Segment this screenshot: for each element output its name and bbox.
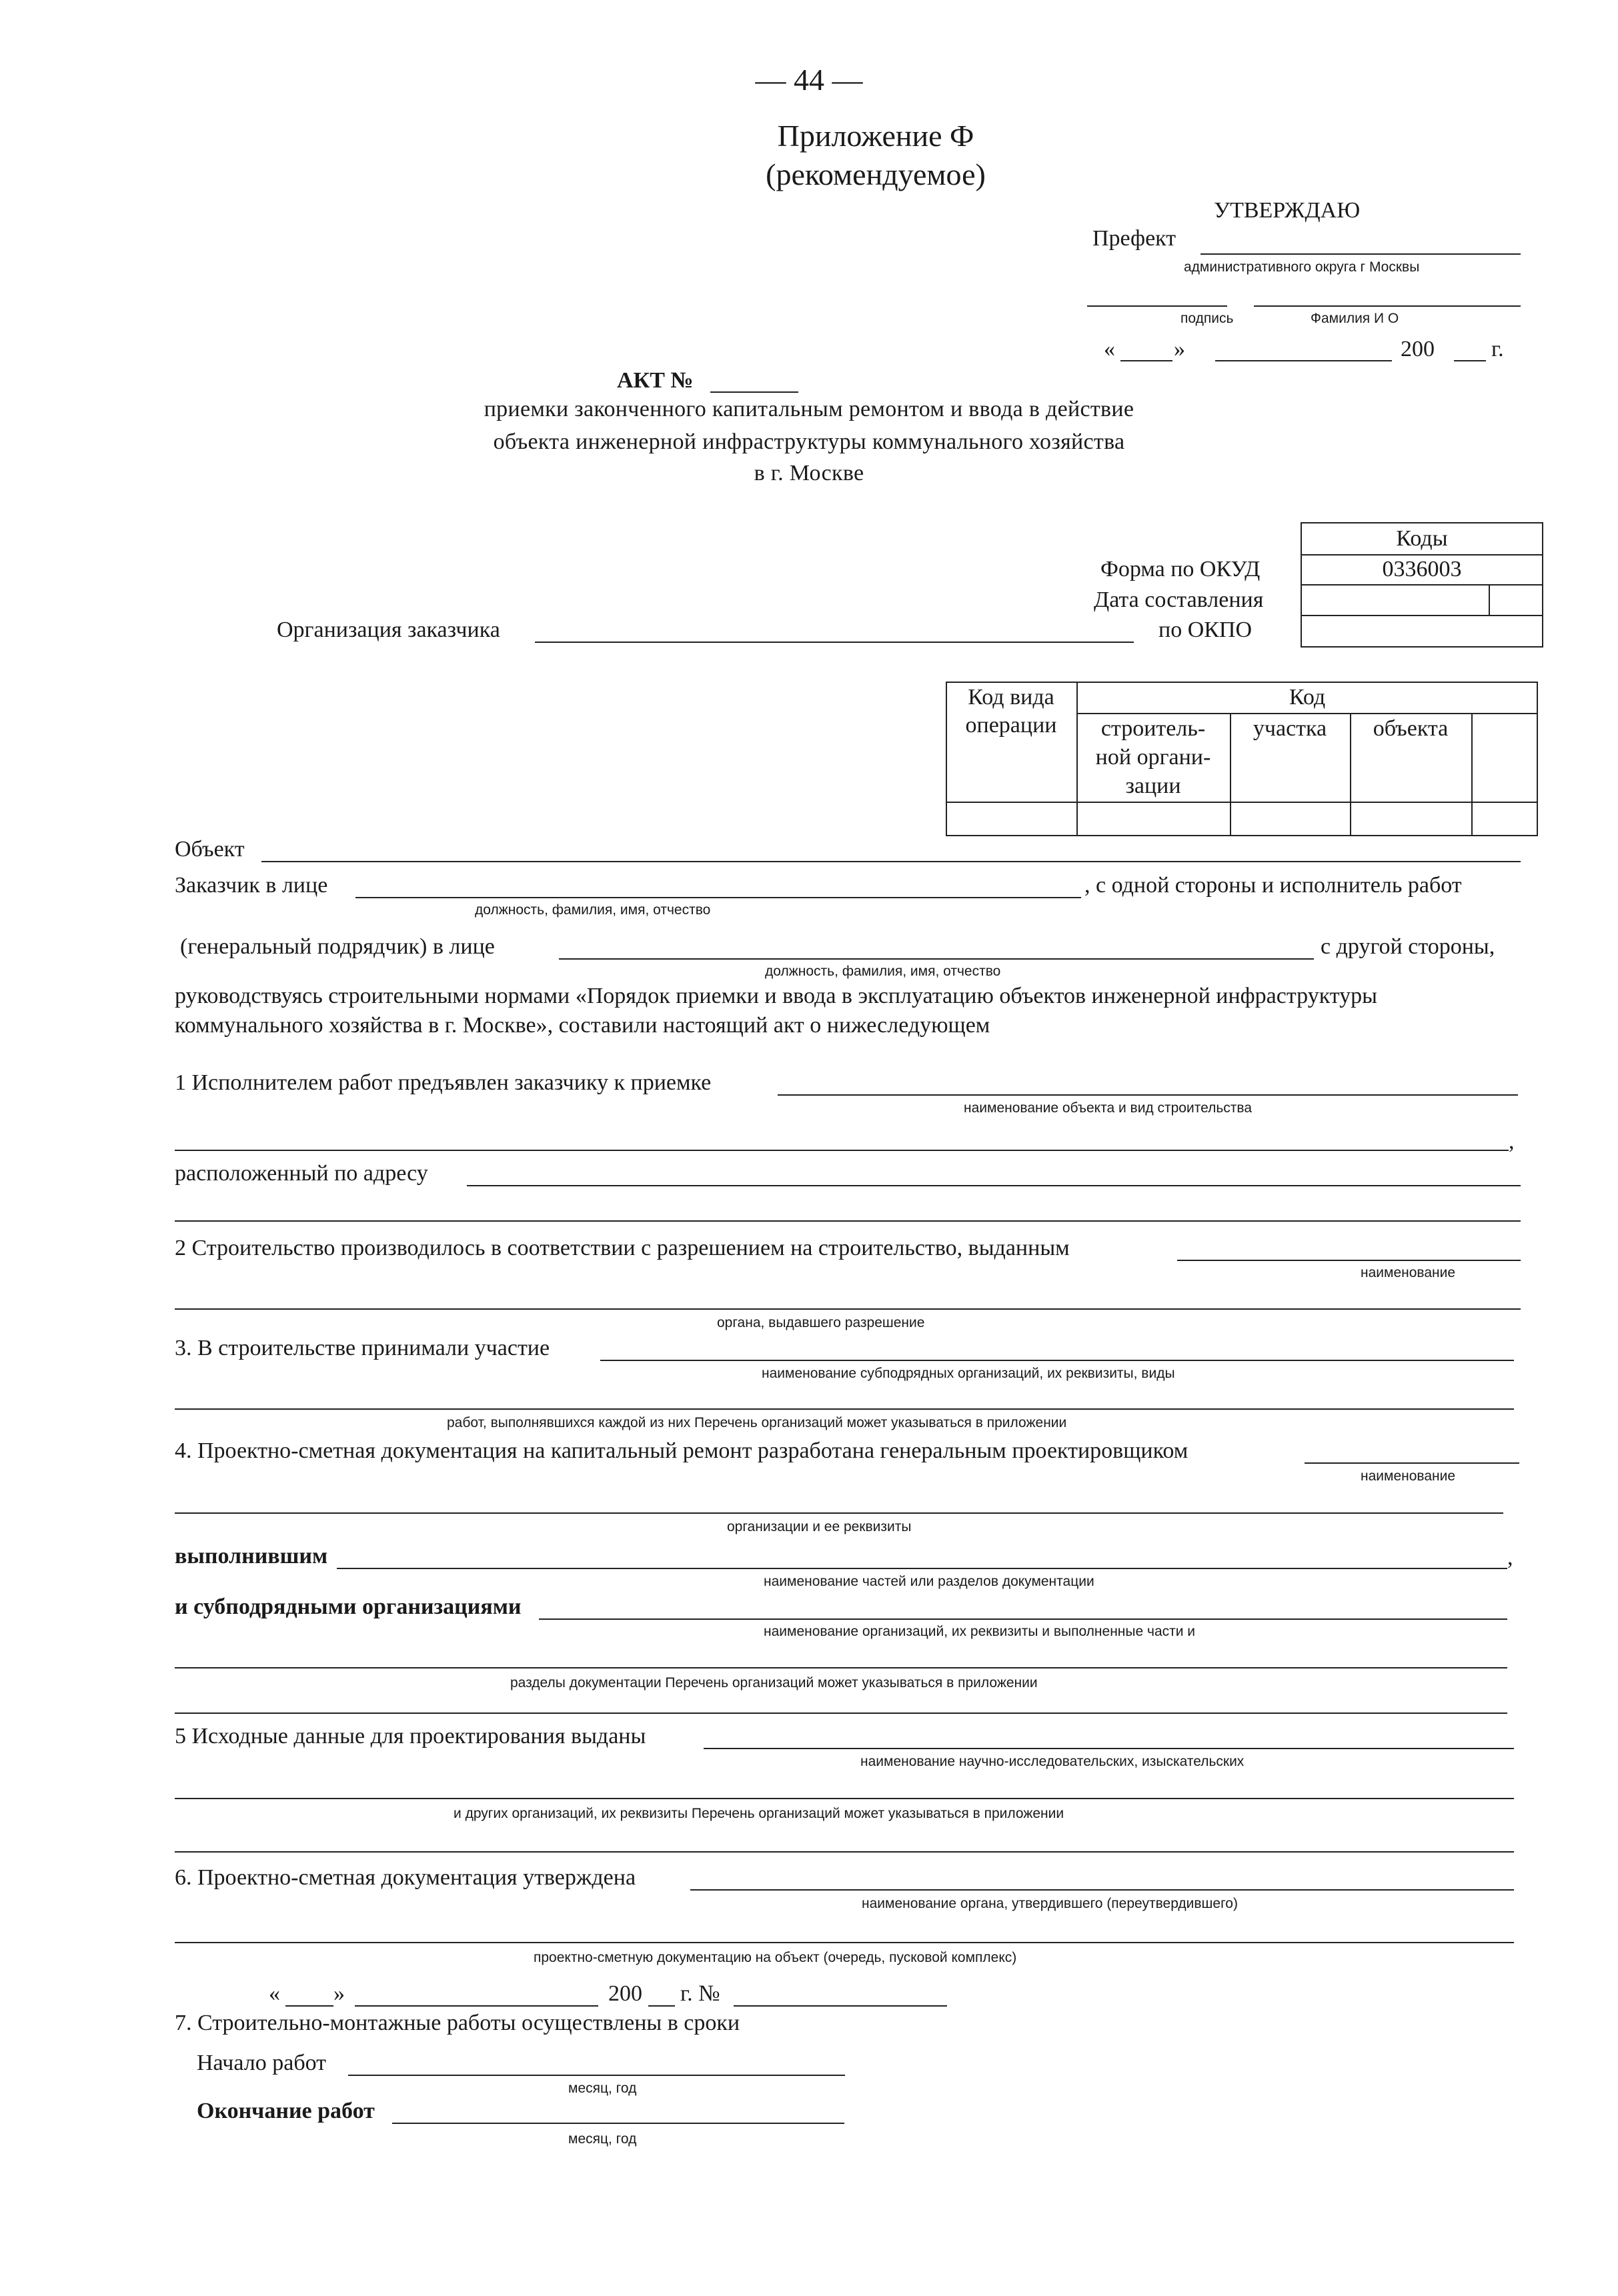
org-label: Организация заказчика xyxy=(277,618,500,642)
start-label: Начало работ xyxy=(197,2051,327,2075)
item3-label: 3. В строительстве принимали участие xyxy=(175,1336,550,1360)
item4-line-2[interactable] xyxy=(175,1512,1503,1514)
codes-divider-3 xyxy=(1301,615,1543,616)
item5-label: 5 Исходные данные для проектирования выданы xyxy=(175,1724,646,1749)
end-line[interactable] xyxy=(392,2123,844,2124)
item1-comma: , xyxy=(1509,1129,1515,1154)
item4-label: 4. Проектно-сметная документация на капитальный ремонт разработана генеральным проектировщиком xyxy=(175,1438,1188,1463)
prefect-line[interactable] xyxy=(1200,253,1521,255)
item7-label: 7. Строительно-монтажные работы осуществлены в сроки xyxy=(175,2011,740,2035)
end-caption: месяц, год xyxy=(568,2131,637,2147)
item3-caption-2: работ, выполнявшихся каждой из них Перечень организаций может указываться в приложении xyxy=(447,1415,1067,1430)
item2-line-2[interactable] xyxy=(175,1308,1521,1310)
end-label: Окончание работ xyxy=(197,2099,375,2123)
op-code-divider xyxy=(1076,713,1538,714)
subcontract-line[interactable] xyxy=(539,1618,1507,1620)
item1-label: 1 Исполнителем работ предъявлен заказчику к приемке xyxy=(175,1070,712,1095)
object-label: Объект xyxy=(175,837,245,862)
start-line[interactable] xyxy=(348,2075,845,2076)
op-sub-construction-3: зации xyxy=(1125,774,1181,798)
item5-caption: наименование научно-исследовательских, изыскательских xyxy=(860,1754,1245,1769)
performed-comma: , xyxy=(1507,1545,1513,1570)
op-sub-site: участка xyxy=(1253,716,1327,741)
okud-value[interactable]: 0336003 xyxy=(1382,557,1462,582)
located-label: расположенный по адресу xyxy=(175,1161,428,1186)
item6-date-open: « xyxy=(269,1981,280,2006)
performed-label: выполнившим xyxy=(175,1544,328,1568)
item6-number-line[interactable] xyxy=(734,2005,947,2007)
performed-line[interactable] xyxy=(337,1568,1507,1569)
op-col-code: Код xyxy=(1289,685,1326,710)
signature-caption: подпись xyxy=(1180,311,1234,326)
op-sub-construction-1: строитель- xyxy=(1100,716,1206,741)
act-number-line[interactable] xyxy=(710,391,798,393)
item5-caption-2: и других организаций, их реквизиты Перечень организаций может указываться в приложении xyxy=(454,1806,1064,1821)
contractor-suffix: с другой стороны, xyxy=(1321,934,1495,959)
okpo-label: по ОКПО xyxy=(1158,618,1253,642)
item6-caption: наименование органа, утвердившего (переутвердившего) xyxy=(862,1896,1238,1911)
customer-suffix: , с одной стороны и исполнитель работ xyxy=(1084,873,1462,898)
act-title: АКТ № xyxy=(617,368,694,393)
prefect-label: Префект xyxy=(1092,226,1176,251)
customer-caption: должность, фамилия, имя, отчество xyxy=(475,902,711,918)
name-caption: Фамилия И О xyxy=(1311,311,1399,326)
item2-caption-2: органа, выдавшего разрешение xyxy=(717,1315,925,1330)
date-label: Дата составления xyxy=(1094,588,1264,612)
act-line-2: объекта инженерной инфраструктуры коммунального хозяйства xyxy=(493,429,1125,454)
approve-title: УТВЕРЖДАЮ xyxy=(1214,198,1361,223)
item6-day-line[interactable] xyxy=(285,2005,333,2007)
prefect-caption: административного округа г Москвы xyxy=(1184,259,1420,275)
item5-line-3[interactable] xyxy=(175,1851,1514,1853)
item5-line[interactable] xyxy=(704,1748,1514,1749)
op-col-operation-1: Код вида xyxy=(968,685,1054,710)
op-sub-construction-2: ной органи- xyxy=(1095,745,1211,770)
approve-month-line[interactable] xyxy=(1215,360,1392,361)
item6-year: 200 xyxy=(608,1981,642,2006)
codes-header: Коды xyxy=(1396,526,1448,551)
name-line[interactable] xyxy=(1254,305,1521,307)
customer-line[interactable] xyxy=(355,897,1081,898)
item1-line-2[interactable] xyxy=(175,1150,1509,1151)
item4-line[interactable] xyxy=(1305,1462,1519,1464)
contractor-label: (генеральный подрядчик) в лице xyxy=(180,934,495,959)
item1-caption: наименование объекта и вид строительства xyxy=(964,1100,1252,1116)
item6-caption-2: проектно-сметную документацию на объект (очередь, пусковой комплекс) xyxy=(534,1950,1017,1965)
item4-caption-2: организации и ее реквизиты xyxy=(727,1519,912,1534)
approve-day-line[interactable] xyxy=(1120,360,1172,361)
located-line-2[interactable] xyxy=(175,1220,1521,1222)
item2-label: 2 Строительство производилось в соответствии с разрешением на строительство, выданным xyxy=(175,1236,1070,1260)
op-value-divider xyxy=(946,802,1538,803)
act-line-3: в г. Москве xyxy=(754,461,864,485)
item3-line-2[interactable] xyxy=(175,1408,1514,1410)
item4-caption: наименование xyxy=(1361,1468,1456,1484)
contractor-line[interactable] xyxy=(559,958,1314,960)
okud-label: Форма по ОКУД xyxy=(1100,557,1261,582)
item6-line[interactable] xyxy=(690,1889,1514,1891)
item2-line[interactable] xyxy=(1177,1260,1521,1261)
page-number: — 44 — xyxy=(755,63,863,97)
approve-date-close: » xyxy=(1174,337,1185,361)
subcontract-caption-2: разделы документации Перечень организаций может указываться в приложении xyxy=(510,1675,1038,1690)
approve-year-line[interactable] xyxy=(1454,360,1486,361)
located-line[interactable] xyxy=(467,1185,1521,1186)
start-caption: месяц, год xyxy=(568,2081,637,2096)
item6-date-close: » xyxy=(333,1981,345,2006)
item3-caption: наименование субподрядных организаций, их реквизиты, виды xyxy=(762,1366,1175,1381)
op-sub-object: объекта xyxy=(1373,716,1449,741)
item6-year-line[interactable] xyxy=(648,2005,675,2007)
guided-line-1: руководствуясь строительными нормами «Порядок приемки и ввода в эксплуатацию объектов инженерной инфраструктуры xyxy=(175,984,1378,1008)
op-col-divider-4 xyxy=(1471,713,1473,836)
codes-divider-2 xyxy=(1301,584,1543,586)
subcontract-caption: наименование организаций, их реквизиты и выполненные части и xyxy=(764,1624,1196,1639)
contractor-caption: должность, фамилия, имя, отчество xyxy=(765,964,1001,979)
approve-year-suffix: г. xyxy=(1491,337,1504,361)
item5-line-2[interactable] xyxy=(175,1798,1514,1799)
item6-line-2[interactable] xyxy=(175,1942,1514,1943)
item2-caption: наименование xyxy=(1361,1265,1456,1280)
appendix-title: Приложение Ф xyxy=(777,119,974,153)
org-line[interactable] xyxy=(535,642,1134,643)
item6-year-suffix: г. № xyxy=(680,1981,720,2006)
item3-line[interactable] xyxy=(600,1360,1514,1361)
customer-label: Заказчик в лице xyxy=(175,873,328,898)
act-line-1: приемки законченного капитальным ремонтом и ввода в действие xyxy=(484,397,1134,421)
performed-caption: наименование частей или разделов документации xyxy=(764,1574,1094,1589)
codes-date-divider xyxy=(1489,584,1490,615)
item1-line[interactable] xyxy=(778,1094,1518,1096)
approve-year: 200 xyxy=(1401,337,1435,361)
subcontract-line-2[interactable] xyxy=(175,1667,1507,1668)
signature-line[interactable] xyxy=(1087,305,1227,307)
item6-label: 6. Проектно-сметная документация утверждена xyxy=(175,1865,636,1890)
subcontract-line-3[interactable] xyxy=(175,1712,1507,1714)
approve-date-open: « xyxy=(1104,337,1115,361)
guided-line-2: коммунального хозяйства в г. Москве», составили настоящий акт о нижеследующем xyxy=(175,1013,990,1038)
codes-divider-1 xyxy=(1301,554,1543,555)
op-col-operation-2: операции xyxy=(965,713,1057,738)
appendix-subtitle: (рекомендуемое) xyxy=(766,157,986,191)
object-line[interactable] xyxy=(261,861,1521,862)
item6-month-line[interactable] xyxy=(355,2005,598,2007)
subcontract-label: и субподрядными организациями xyxy=(175,1594,522,1619)
